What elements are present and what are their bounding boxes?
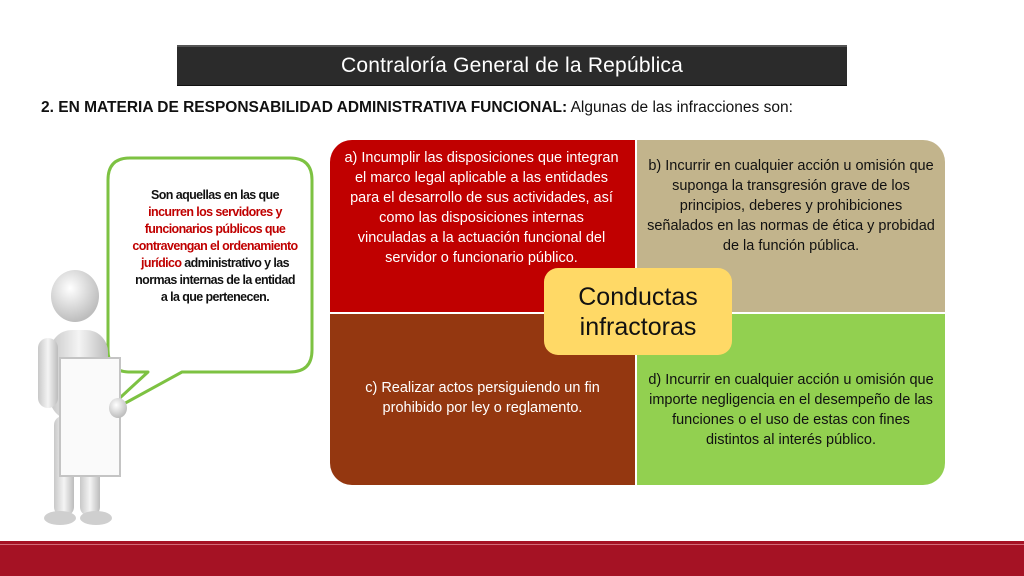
infraction-d: d) Incurrir en cualquier acción u omisión que importe negligencia en el desempeño de las funciones o el uso de estas con fines distintos al interés público.	[637, 314, 945, 485]
infraction-c: c) Realizar actos persiguiendo un fin prohibido por ley o reglamento.	[330, 314, 635, 485]
presenter-figure-icon	[30, 268, 160, 528]
section-heading	[41, 99, 1011, 117]
footer-bar	[0, 541, 1024, 576]
bubble-text-part3: administrativo y las normas internas de la entidad a la que pertenecen.	[135, 256, 295, 304]
header-title: Contraloría General de la República	[177, 45, 847, 86]
infraction-a: a) Incumplir las disposiciones que integran el marco legal aplicable a las entidades para el desarrollo de sus actividades, así como las disposiciones internas vinculadas a la actuación funcional del servidor o funcionario público.	[330, 140, 635, 312]
section-heading-text: Algunas de las infracciones son:	[567, 99, 793, 116]
section-heading-bold: 2. EN MATERIA DE RESPONSABILIDAD ADMINISTRATIVA FUNCIONAL:	[41, 99, 568, 116]
infraction-b: b) Incurrir en cualquier acción u omisión que suponga la transgresión grave de los principios, deberes y prohibiciones señalados en las normas de ética y probidad de la función pública.	[637, 140, 945, 312]
center-label: Conductas infractoras	[544, 268, 732, 355]
bubble-text-highlight: incurren los servidores y funcionarios públicos que contravengan el ordenamiento jurídico	[132, 205, 298, 270]
bubble-text-part1: Son aquellas en las que	[151, 188, 279, 202]
